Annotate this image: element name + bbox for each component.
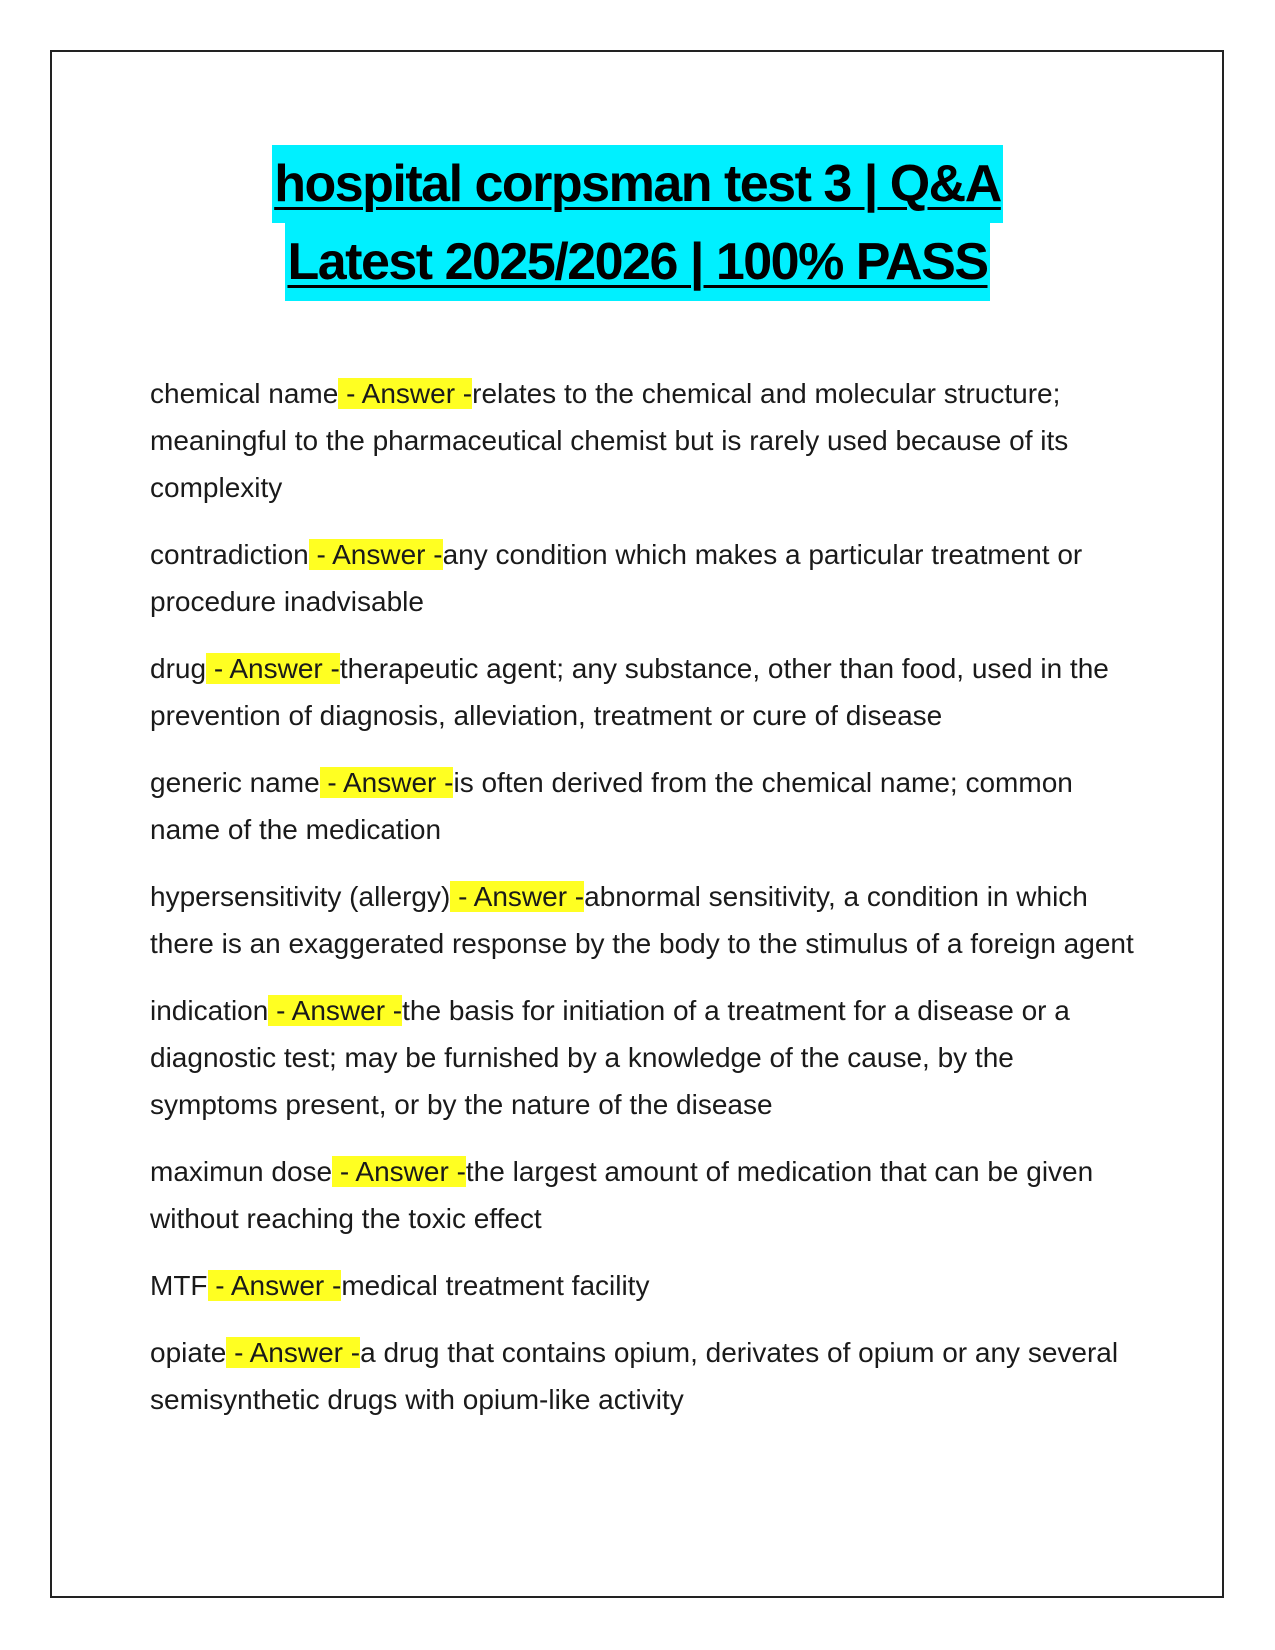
qa-item: [150, 1329, 1140, 1423]
qa-item: [150, 759, 1140, 853]
qa-term: chemical name: [150, 378, 339, 409]
qa-term: drug: [150, 653, 207, 684]
qa-definition: any condition which makes a particular treatment or procedure inadvisable: [150, 539, 1083, 617]
answer-separator: - Answer -: [332, 1156, 466, 1187]
qa-definition: the basis for initiation of a treatment for a disease or a diagnostic test; may be furnished by a knowledge of the cause, by the symptoms present, or by the nature of the disease: [150, 995, 1070, 1120]
qa-item: [150, 987, 1140, 1128]
qa-term: contradiction: [150, 539, 309, 570]
answer-separator: - Answer -: [207, 1270, 342, 1301]
answer-separator: - Answer -: [450, 881, 585, 912]
qa-term: indication: [150, 995, 269, 1026]
qa-term: opiate: [150, 1337, 227, 1368]
qa-term: hypersensitivity (allergy): [150, 881, 451, 912]
qa-item: [150, 370, 1140, 511]
qa-definition: is often derived from the chemical name; common name of the medication: [150, 767, 1073, 845]
qa-term: generic name: [150, 767, 320, 798]
qa-item: [150, 1262, 1140, 1309]
answer-separator: - Answer -: [226, 1337, 361, 1368]
qa-definition: the largest amount of medication that can be given without reaching the toxic effect: [150, 1156, 1094, 1234]
answer-separator: - Answer -: [338, 378, 473, 409]
qa-item: [150, 873, 1140, 967]
qa-definition: a drug that contains opium, derivates of opium or any several semisynthetic drugs with opium-like activity: [150, 1337, 1119, 1415]
qa-item: [150, 1148, 1140, 1242]
qa-list: [150, 370, 1140, 1443]
qa-item: [150, 645, 1140, 739]
answer-separator: - Answer -: [308, 539, 443, 570]
title-line-1: hospital corpsman test 3 | Q&A: [272, 145, 1003, 223]
qa-term: maximun dose: [150, 1156, 333, 1187]
answer-separator: - Answer -: [319, 767, 454, 798]
qa-definition: medical treatment facility: [341, 1270, 650, 1301]
answer-separator: - Answer -: [206, 653, 340, 684]
qa-term: MTF: [150, 1270, 208, 1301]
qa-item: [150, 531, 1140, 625]
qa-definition: abnormal sensitivity, a condition in which there is an exaggerated response by the body to the stimulus of a foreign agent: [150, 881, 1134, 959]
answer-separator: - Answer -: [268, 995, 403, 1026]
title-line-2: Latest 2025/2026 | 100% PASS: [285, 223, 989, 301]
qa-definition: therapeutic agent; any substance, other than food, used in the prevention of diagnosis, alleviation, treatment or cure of disease: [150, 653, 1109, 731]
qa-definition: relates to the chemical and molecular structure; meaningful to the pharmaceutical chemist but is rarely used because of its complexity: [150, 378, 1069, 503]
document-title: [0, 145, 1275, 301]
